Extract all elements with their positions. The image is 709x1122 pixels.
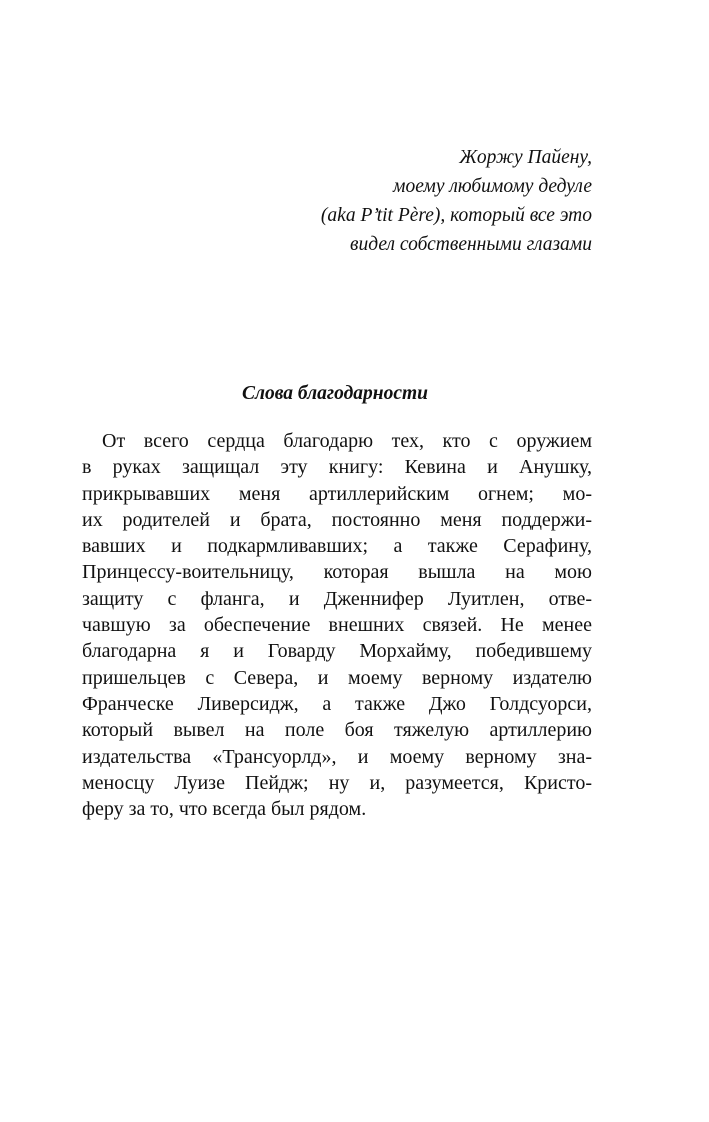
paragraph-line: феру за то, что всегда был рядом. [82, 798, 367, 821]
paragraph-line: защиту с фланга, и Дженнифер Луитлен, отве- [82, 587, 592, 610]
paragraph-line: Принцессу-воительницу, которая вышла на мою [82, 561, 592, 584]
dedication-line: видел собственными глазами [350, 234, 592, 255]
paragraph-line: издательства «Трансуорлд», и моему верному зна- [82, 745, 592, 768]
paragraph-line: меносцу Луизе Пейдж; ну и, разумеется, Кристо- [82, 771, 592, 794]
acknowledgements-paragraph [82, 428, 592, 822]
dedication-line: Жоржу Пайену, [459, 147, 592, 168]
paragraph-line: вавших и подкармливавших; а также Серафину, [82, 535, 592, 558]
dedication-line: моему любимому дедуле [393, 176, 592, 197]
dedication-line: (aka P’tit Père), который все это [320, 205, 592, 226]
paragraph-line: От всего сердца благодарю тех, кто с оружием [102, 430, 592, 452]
acknowledgements-heading: Слова благодарности [241, 383, 429, 404]
dedication [321, 143, 592, 259]
paragraph-line: их родителей и брата, постоянно меня поддержи- [82, 508, 592, 531]
paragraph-line: прикрывавших меня артиллерийским огнем; мо- [82, 482, 592, 505]
paragraph-line: благодарна я и Говарду Морхайму, победившему [82, 640, 592, 663]
paragraph-line: чавшую за обеспечение внешних связей. Не менее [82, 614, 592, 637]
paragraph-line: пришельцев с Севера, и моему верному издателю [82, 666, 592, 689]
paragraph-line: Франческе Ливерсидж, а также Джо Голдсуорси, [82, 692, 592, 715]
paragraph-line: который вывел на поле боя тяжелую артиллерию [82, 719, 592, 742]
paragraph-line: в руках защищал эту книгу: Кевина и Анушку, [82, 456, 592, 479]
